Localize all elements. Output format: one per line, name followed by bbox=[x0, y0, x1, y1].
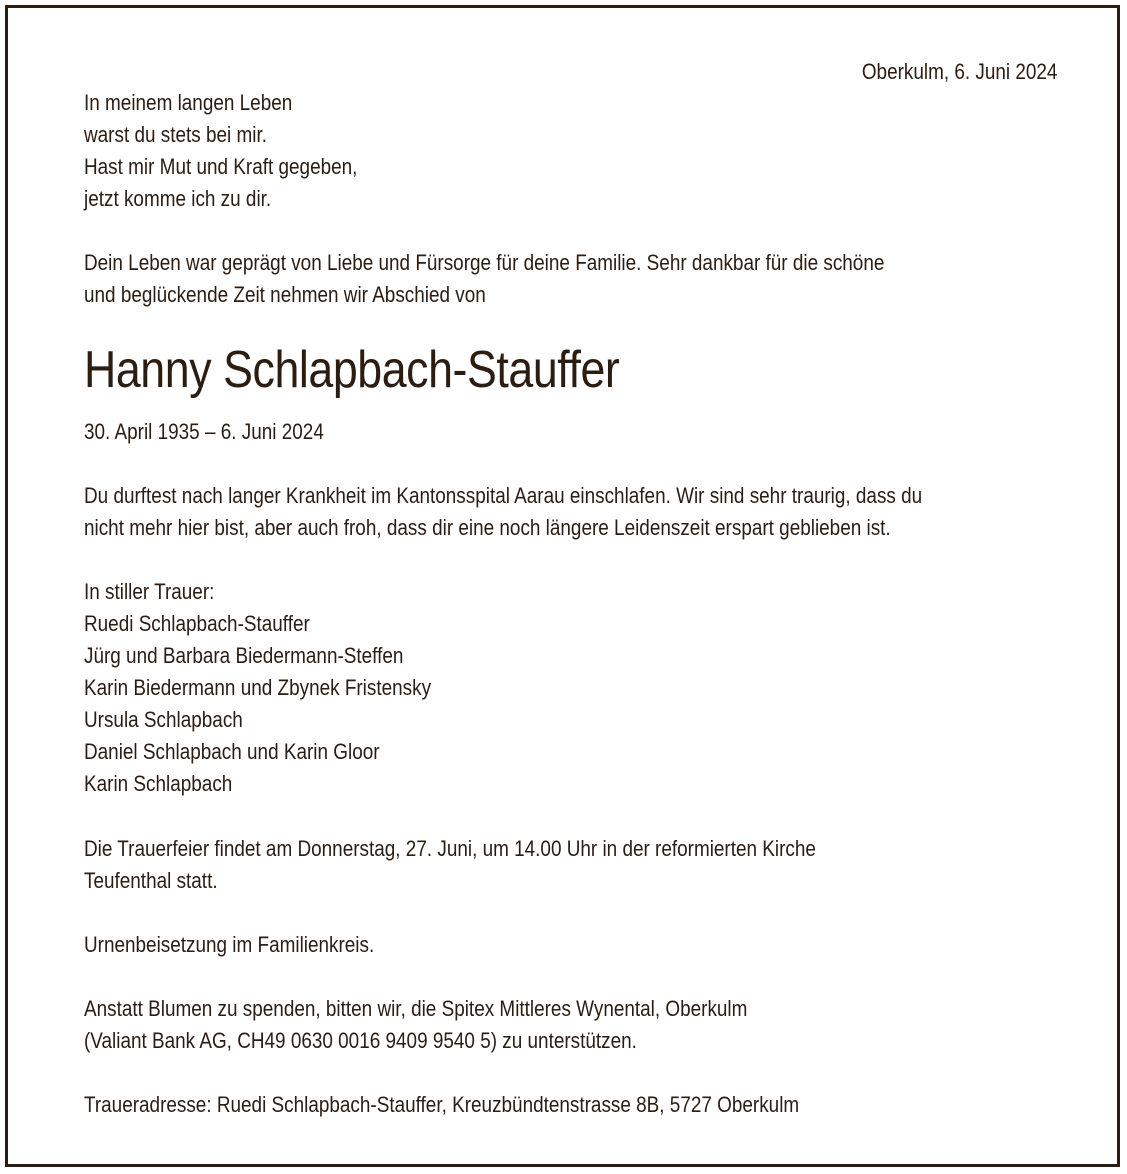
donation-text bbox=[84, 993, 855, 1057]
poem-line: warst du stets bei mir. bbox=[84, 122, 267, 147]
poem-line: In meinem langen Leben bbox=[84, 90, 293, 115]
life-dates bbox=[84, 416, 363, 448]
mourners-list bbox=[84, 576, 488, 800]
mourner-name: Karin Schlapbach bbox=[84, 771, 233, 796]
ceremony-line: Teufenthal statt. bbox=[84, 868, 218, 893]
mourning-address bbox=[84, 1089, 916, 1121]
poem-line: jetzt komme ich zu dir. bbox=[84, 186, 272, 211]
poem bbox=[84, 87, 402, 215]
poem-line: Hast mir Mut und Kraft gegeben, bbox=[84, 154, 358, 179]
ceremony-text bbox=[84, 833, 935, 897]
life-dates-text: 30. April 1935 – 6. Juni 2024 bbox=[84, 419, 324, 444]
deceased-name: Hanny Schlapbach-Stauffer bbox=[84, 341, 620, 399]
message-line: Du durftest nach langer Krankheit im Kantonsspital Aarau einschlafen. Wir sind sehr traurig, dass du bbox=[84, 483, 923, 508]
burial-line: Urnenbeisetzung im Familienkreis. bbox=[84, 932, 375, 957]
donation-line: (Valiant Bank AG, CH49 0630 0016 9409 9540 5) zu unterstützen. bbox=[84, 1028, 637, 1053]
mourner-name: Jürg und Barbara Biedermann-Steffen bbox=[84, 643, 404, 668]
message-line: nicht mehr hier bist, aber auch froh, dass dir eine noch längere Leidenszeit erspart geblieben ist. bbox=[84, 515, 891, 540]
mourners-heading: In stiller Trauer: bbox=[84, 579, 215, 604]
intro-line: und beglückende Zeit nehmen wir Abschied von bbox=[84, 282, 486, 307]
intro-text bbox=[84, 247, 1015, 311]
message-text bbox=[84, 480, 1059, 544]
ceremony-line: Die Trauerfeier findet am Donnerstag, 27. Juni, um 14.00 Uhr in der reformierten Kirche bbox=[84, 836, 816, 861]
donation-line: Anstatt Blumen zu spenden, bitten wir, die Spitex Mittleres Wynental, Oberkulm bbox=[84, 996, 748, 1021]
address-line: Traueradresse: Ruedi Schlapbach-Stauffer, Kreuzbündtenstrasse 8B, 5727 Oberkulm bbox=[84, 1092, 800, 1117]
mourner-name: Ruedi Schlapbach-Stauffer bbox=[84, 611, 310, 636]
mourner-name: Ursula Schlapbach bbox=[84, 707, 243, 732]
intro-line: Dein Leben war geprägt von Liebe und Fürsorge für deine Familie. Sehr dankbar für die schöne bbox=[84, 250, 885, 275]
mourner-name: Karin Biedermann und Zbynek Fristensky bbox=[84, 675, 432, 700]
mourner-name: Daniel Schlapbach und Karin Gloor bbox=[84, 739, 380, 764]
place-date: Oberkulm, 6. Juni 2024 bbox=[861, 59, 1057, 84]
burial-text bbox=[84, 929, 421, 961]
